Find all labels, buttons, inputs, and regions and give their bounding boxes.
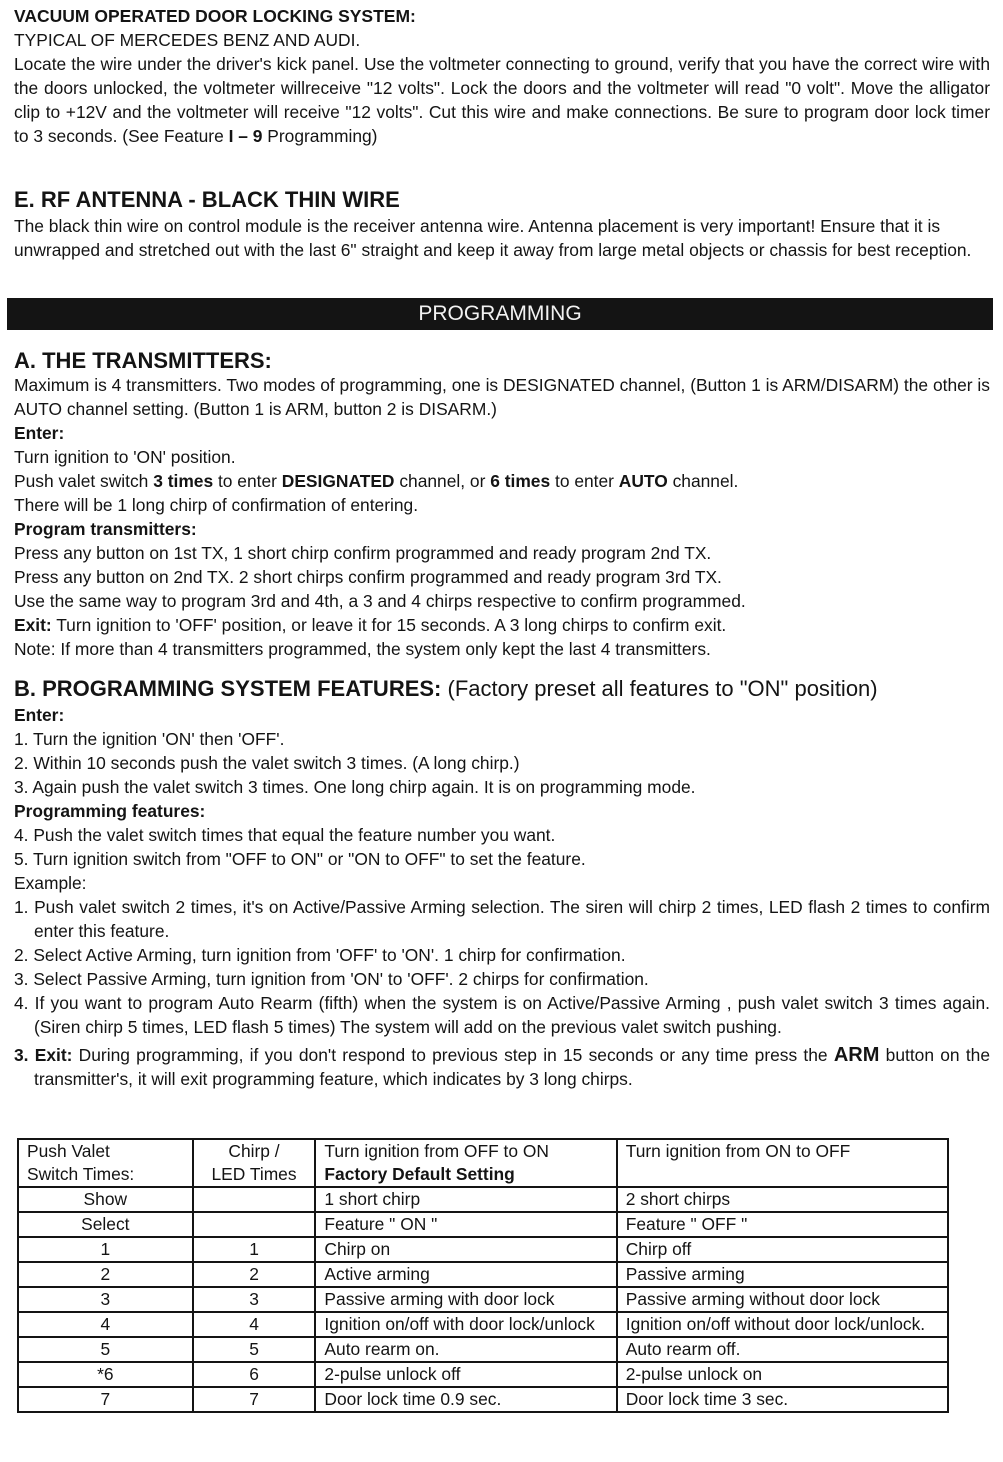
vacuum-body-tail: Programming) (262, 126, 378, 146)
features-step3: 3. Again push the valet switch 3 times. One long chirp again. It is on programming mode. (14, 777, 696, 797)
table-cell: Show (18, 1187, 193, 1212)
table-cell: Ignition on/off with door lock/unlock (315, 1312, 616, 1337)
h1b: Switch Times: (27, 1164, 135, 1184)
table-cell: 2 (18, 1262, 193, 1287)
example-2: 2. Select Active Arming, turn ignition from 'OFF' to 'ON'. 1 chirp for confirmation. (14, 945, 626, 965)
antenna-title: E. RF ANTENNA - BLACK THIN WIRE (14, 187, 400, 212)
vacuum-title: VACUUM OPERATED DOOR LOCKING SYSTEM: (14, 6, 416, 26)
features-title-bold: B. PROGRAMMING SYSTEM FEATURES: (14, 676, 442, 701)
table-cell: *6 (18, 1362, 193, 1387)
table-cell: 1 short chirp (315, 1187, 616, 1212)
table-cell: Feature " ON " (315, 1212, 616, 1237)
table-cell (193, 1187, 316, 1212)
table-row (18, 1387, 948, 1412)
table-cell: Chirp on (315, 1237, 616, 1262)
table-cell: Door lock time 0.9 sec. (315, 1387, 616, 1412)
header-on-to-off: Turn ignition from ON to OFF (617, 1139, 948, 1187)
table-cell: 7 (193, 1387, 316, 1412)
table-cell: Passive arming without door lock (617, 1287, 948, 1312)
document-page (14, 4, 990, 1091)
example-exit (14, 1043, 990, 1091)
transmitters-title: A. THE TRANSMITTERS: (14, 348, 272, 373)
exit-label-b: Exit: (34, 1045, 73, 1065)
h1a: Push Valet (27, 1141, 110, 1161)
table-row (18, 1287, 948, 1312)
t-e2i: channel. (667, 471, 739, 491)
table-row (18, 1187, 948, 1212)
h3a: Turn ignition from OFF to ON (324, 1141, 549, 1161)
table-cell: 2 short chirps (617, 1187, 948, 1212)
table-cell: 5 (18, 1337, 193, 1362)
table-cell: Select (18, 1212, 193, 1237)
exit-text: Turn ignition to 'OFF' position, or leave it for 15 seconds. A 3 long chirps to confirm exit. (51, 615, 727, 635)
table-row (18, 1212, 948, 1237)
example-3: 3. Select Passive Arming, turn ignition from 'ON' to 'OFF'. 2 chirps for confirmation. (14, 969, 649, 989)
transmitters-exit (14, 613, 990, 637)
transmitters-enter-line3: There will be 1 long chirp of confirmation of entering. (14, 495, 419, 515)
table-cell: Feature " OFF " (617, 1212, 948, 1237)
program-transmitters-label: Program transmitters: (14, 519, 197, 539)
table-cell: Active arming (315, 1262, 616, 1287)
transmitters-enter-line1: Turn ignition to 'ON' position. (14, 447, 236, 467)
programming-banner: PROGRAMMING (7, 298, 993, 330)
table-cell: 5 (193, 1337, 316, 1362)
table-row (18, 1262, 948, 1287)
vacuum-subtitle: TYPICAL OF MERCEDES BENZ AND AUDI. (14, 30, 361, 50)
table-cell: Passive arming (617, 1262, 948, 1287)
table-cell: 6 (193, 1362, 316, 1387)
transmitters-enter-line2 (14, 469, 990, 493)
table-cell: 3 (193, 1287, 316, 1312)
exit-text-b: button on the transmitter's, it will exit programming feature, which indicates by 3 long chirps. (34, 1045, 990, 1089)
vacuum-body (14, 52, 990, 148)
table-cell: 4 (18, 1312, 193, 1337)
antenna-body: The black thin wire on control module is the receiver antenna wire. Antenna placement is very important! Ensure that it is unwrapped and stretched out with the last 6" straight and keep it away from large metal objects or chassis for best reception. (14, 216, 972, 260)
program-line2: Press any button on 2nd TX. 2 short chirps confirm programmed and ready program 3rd TX. (14, 567, 722, 587)
vacuum-body-text: Locate the wire under the driver's kick panel. Use the voltmeter connecting to ground, verify that you have the correct wire with the doors unlocked, the voltmeter willreceive "12 volts". Lock the doors and the voltmeter will read "0 volt". Move the alligator clip to +12V and the voltmeter will receive "12 volts". Cut this wire and make connections. Be sure to program door lock timer to 3 seconds. (See Feature (14, 54, 990, 146)
arm-word: ARM (833, 1044, 880, 1066)
feature-ref: I – 9 (228, 126, 263, 146)
transmitters-note: Note: If more than 4 transmitters programmed, the system only kept the last 4 transmitters. (14, 639, 711, 659)
transmitters-enter-label: Enter: (14, 423, 65, 443)
table-cell: 7 (18, 1387, 193, 1412)
t-e2g: to enter (550, 471, 619, 491)
features-title-tail: (Factory preset all features to "ON" position) (441, 676, 878, 701)
features-step1: 1. Turn the ignition 'ON' then 'OFF'. (14, 729, 285, 749)
table-cell: Passive arming with door lock (315, 1287, 616, 1312)
exit-label: Exit: (14, 615, 52, 635)
features-enter-label: Enter: (14, 705, 65, 725)
header-chirp-led (193, 1139, 316, 1187)
t-e2f: 6 times (490, 471, 551, 491)
table-cell: 1 (193, 1237, 316, 1262)
t-e2d: DESIGNATED (281, 471, 395, 491)
t-e2a: Push valet switch (14, 471, 154, 491)
transmitters-intro: Maximum is 4 transmitters. Two modes of programming, one is DESIGNATED channel, (Button 1 is ARM/DISARM) the other is AUTO channel setting. (Button 1 is ARM, button 2 is DISARM.) (14, 375, 990, 419)
t-e2e: channel, or (394, 471, 491, 491)
table-cell: 3 (18, 1287, 193, 1312)
h3b: Factory Default Setting (324, 1164, 515, 1184)
table-cell: 2-pulse unlock off (315, 1362, 616, 1387)
table-row (18, 1337, 948, 1362)
t-e2b: 3 times (153, 471, 214, 491)
features-step5: 5. Turn ignition switch from "OFF to ON" or "ON to OFF" to set the feature. (14, 849, 586, 869)
t-e2h: AUTO (618, 471, 668, 491)
program-line1: Press any button on 1st TX, 1 short chirp confirm programmed and ready program 2nd TX. (14, 543, 712, 563)
header-off-to-on (315, 1139, 616, 1187)
programming-features-label: Programming features: (14, 801, 206, 821)
table-row (18, 1237, 948, 1262)
features-title (14, 675, 990, 703)
t-e2c: to enter (213, 471, 282, 491)
table-header-row (18, 1139, 948, 1187)
table-row (18, 1312, 948, 1337)
exit-text-a: During programming, if you don't respond to previous step in 15 seconds or any time press the (72, 1045, 834, 1065)
table-cell: Auto rearm off. (617, 1337, 948, 1362)
table-cell: Chirp off (617, 1237, 948, 1262)
h2a: Chirp / (228, 1141, 280, 1161)
table-cell (193, 1212, 316, 1237)
h2b: LED Times (211, 1164, 297, 1184)
example-1: 1. Push valet switch 2 times, it's on Active/Passive Arming selection. The siren will chirp 2 times, LED flash 2 times to confirm enter this feature. (14, 897, 990, 941)
table-cell: 2 (193, 1262, 316, 1287)
example-label: Example: (14, 873, 87, 893)
table-cell: 2-pulse unlock on (617, 1362, 948, 1387)
table-cell: 4 (193, 1312, 316, 1337)
table-cell: Door lock time 3 sec. (617, 1387, 948, 1412)
exit-num: 3. (14, 1045, 35, 1065)
table-row (18, 1362, 948, 1387)
table-cell: Auto rearm on. (315, 1337, 616, 1362)
table-cell: Ignition on/off without door lock/unlock. (617, 1312, 948, 1337)
example-4: 4. If you want to program Auto Rearm (fifth) when the system is on Active/Passive Arming , push valet switch 3 times again. (Siren chirp 5 times, LED flash 5 times) The system will add on the previous valet switch pushing. (14, 993, 990, 1037)
features-step4: 4. Push the valet switch times that equal the feature number you want. (14, 825, 556, 845)
features-step2: 2. Within 10 seconds push the valet switch 3 times. (A long chirp.) (14, 753, 520, 773)
feature-table (17, 1138, 949, 1413)
program-line3: Use the same way to program 3rd and 4th, a 3 and 4 chirps respective to confirm programmed. (14, 591, 746, 611)
header-push-valet (18, 1139, 193, 1187)
table-cell: 1 (18, 1237, 193, 1262)
